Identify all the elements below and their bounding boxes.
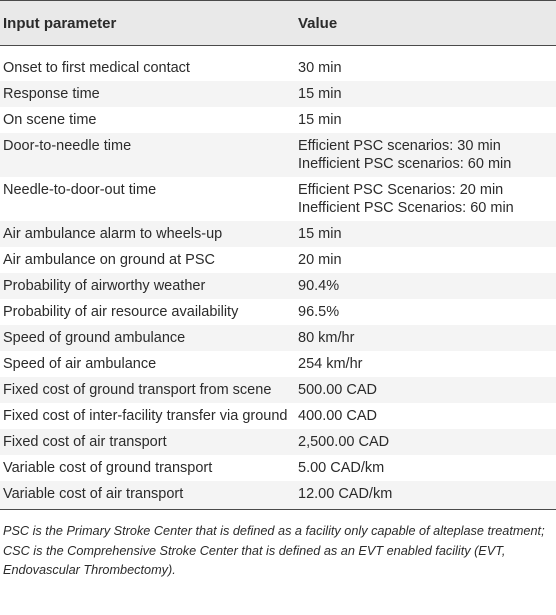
value-cell — [288, 81, 556, 107]
parameter-cell: Speed of ground ambulance — [0, 325, 288, 351]
parameter-cell: Probability of airworthy weather — [0, 273, 288, 299]
table-row — [0, 325, 556, 351]
value-cell — [288, 429, 556, 455]
value-cell — [288, 247, 556, 273]
parameter-cell: Air ambulance alarm to wheels-up — [0, 221, 288, 247]
value-line: Inefficient PSC scenarios: 60 min — [298, 156, 512, 172]
value-line: 15 min — [298, 112, 342, 128]
value-cell — [288, 177, 556, 221]
value-cell — [288, 107, 556, 133]
value-cell — [288, 325, 556, 351]
table-row — [0, 81, 556, 107]
parameter-cell: Variable cost of ground transport — [3, 460, 213, 476]
value-line: 90.4% — [298, 278, 340, 294]
value-line: Inefficient PSC Scenarios: 60 min — [298, 200, 514, 216]
table-row — [0, 481, 556, 510]
value-cell — [288, 455, 556, 481]
parameter-cell: Fixed cost of ground transport from scene — [0, 377, 288, 403]
value-line: 15 min — [298, 86, 342, 102]
value-line: 30 min — [298, 60, 342, 76]
table-row — [0, 299, 556, 325]
value-cell — [288, 133, 556, 177]
parameter-cell: Air ambulance on ground at PSC — [3, 252, 215, 268]
table-row — [0, 429, 556, 455]
table-row — [0, 403, 556, 429]
parameter-cell: Speed of air ambulance — [3, 356, 157, 372]
value-line: 80 km/hr — [298, 330, 355, 346]
parameter-cell: Needle-to-door-out time — [3, 182, 157, 198]
value-cell — [288, 377, 556, 403]
table-row — [0, 177, 556, 221]
parameter-cell: Variable cost of air transport — [0, 481, 288, 510]
table-body — [0, 46, 556, 510]
value-line: 96.5% — [298, 304, 340, 320]
parameter-cell: On scene time — [3, 112, 97, 128]
value-line: 20 min — [298, 252, 342, 268]
table-footnote: PSC is the Primary Stroke Center that is defined as a facility only capable of alteplase treatment; CSC is the Comprehensive Stroke Center that is defined as an EVT enabled facility (EVT, Endovascular Thrombectomy). — [3, 524, 545, 577]
value-line: 12.00 CAD/km — [298, 486, 393, 502]
parameter-cell: Probability of air resource availability — [3, 304, 239, 320]
table-row — [0, 455, 556, 481]
value-cell — [288, 221, 556, 247]
value-cell — [288, 403, 556, 429]
table-row — [0, 377, 556, 403]
table-row — [0, 107, 556, 133]
parameter-cell: Fixed cost of inter-facility transfer via ground — [3, 408, 288, 424]
value-cell — [288, 299, 556, 325]
value-line: 2,500.00 CAD — [298, 434, 390, 450]
parameter-cell: Door-to-needle time — [0, 133, 288, 177]
table-row — [0, 133, 556, 177]
value-cell — [288, 273, 556, 299]
value-cell — [288, 351, 556, 377]
parameter-cell: Fixed cost of air transport — [0, 429, 288, 455]
header-value: Value — [288, 1, 556, 46]
value-line: 254 km/hr — [298, 356, 363, 372]
value-cell — [288, 46, 556, 82]
parameter-cell: Response time — [0, 81, 288, 107]
parameter-cell: Onset to first medical contact — [3, 60, 190, 76]
value-line: 5.00 CAD/km — [298, 460, 385, 476]
value-cell — [288, 481, 556, 510]
table-row — [0, 221, 556, 247]
table-row — [0, 273, 556, 299]
value-line: 15 min — [298, 226, 342, 242]
table-row — [0, 351, 556, 377]
table-row — [0, 247, 556, 273]
header-input-parameter: Input parameter — [0, 1, 288, 46]
value-line: 500.00 CAD — [298, 382, 377, 398]
table-header-row — [0, 1, 556, 46]
value-line: Efficient PSC Scenarios: 20 min — [298, 182, 504, 198]
value-line: Efficient PSC scenarios: 30 min — [298, 138, 501, 154]
table-row — [0, 46, 556, 82]
value-line: 400.00 CAD — [298, 408, 377, 424]
